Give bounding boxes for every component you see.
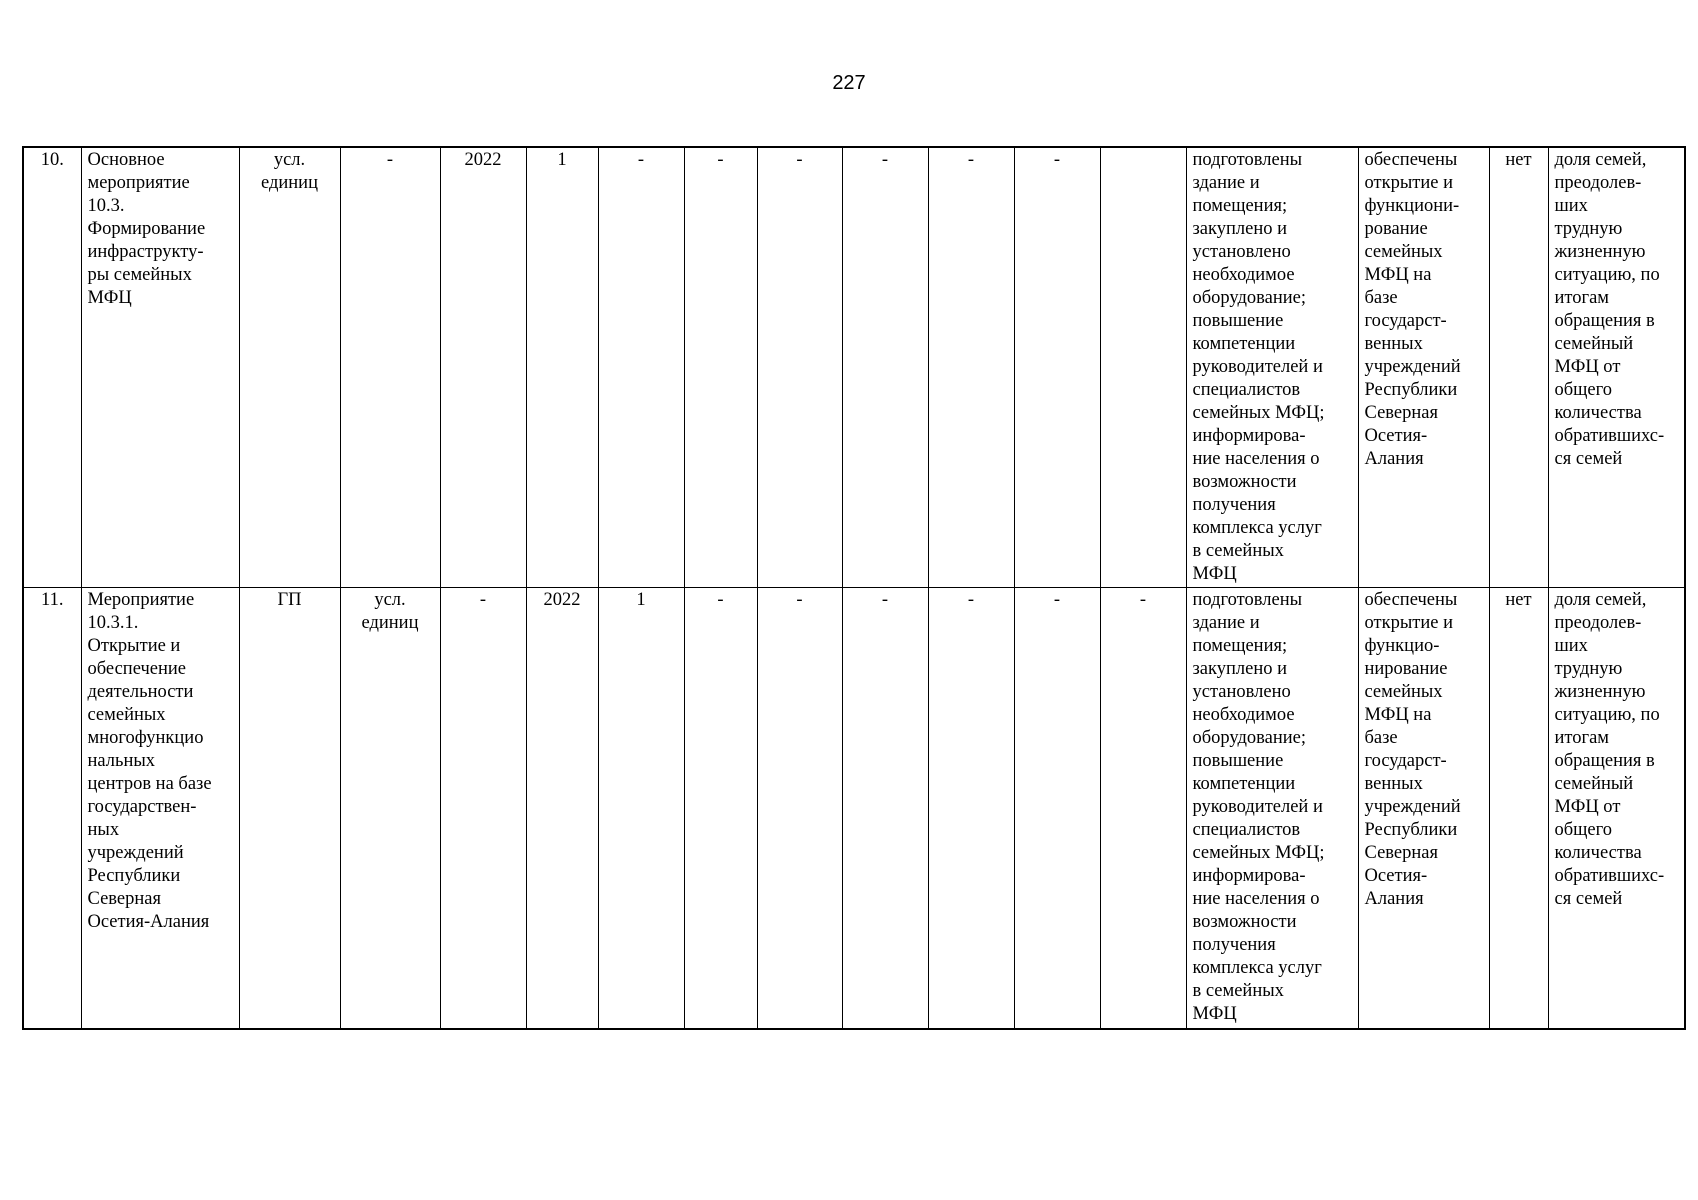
- value-cell: -: [757, 147, 842, 587]
- value-cell: -: [598, 147, 684, 587]
- result-cell: подготовлены здание и помещения; закуплено и установлено необходимое оборудование; повышение компетенции руководителей и специалистов семейных МФЦ; информирова- ние населения о возможности получения комплекса услуг в семейных МФЦ: [1186, 587, 1358, 1029]
- year-cell: 2022: [526, 587, 598, 1029]
- indicator-cell: доля семей, преодолев- ших трудную жизненную ситуацию, по итогам обращения в семейный МФЦ от общего количества обратившихс- ся семей: [1548, 587, 1685, 1029]
- unit-cell: усл. единиц: [239, 147, 340, 587]
- measure-name-cell: Мероприятие 10.3.1. Открытие и обеспечение деятельности семейных многофункцио нальных центров на базе государствен- ных учреждений Республики Северная Осетия-Алания: [81, 587, 239, 1029]
- unit-cell: усл. единиц: [340, 587, 440, 1029]
- row-number-cell: 11.: [23, 587, 81, 1029]
- measures-table: [22, 146, 1686, 1030]
- value-cell: -: [1100, 587, 1186, 1029]
- table-row: [23, 587, 1685, 1029]
- table-cell: -: [340, 147, 440, 587]
- page-number: 227: [832, 72, 866, 94]
- value-cell: -: [842, 587, 928, 1029]
- measure-name-cell: Основное мероприятие 10.3. Формирование инфраструкту- ры семейных МФЦ: [81, 147, 239, 587]
- value-cell: -: [684, 587, 757, 1029]
- executor-cell: ГП: [239, 587, 340, 1029]
- value-cell: -: [928, 147, 1014, 587]
- indicator-cell: доля семей, преодолев- ших трудную жизненную ситуацию, по итогам обращения в семейный МФЦ от общего количества обратившихс- ся семей: [1548, 147, 1685, 587]
- flag-cell: нет: [1489, 147, 1548, 587]
- result-cell: подготовлены здание и помещения; закуплено и установлено необходимое оборудование; повышение компетенции руководителей и специалистов семейных МФЦ; информирова- ние населения о возможности получения комплекса услуг в семейных МФЦ: [1186, 147, 1358, 587]
- outcome-cell: обеспечены открытие и функциони- рование семейных МФЦ на базе государст- венных учреждений Республики Северная Осетия- Алания: [1358, 147, 1489, 587]
- value-cell: [1100, 147, 1186, 587]
- value-cell: 1: [526, 147, 598, 587]
- row-number-cell: 10.: [23, 147, 81, 587]
- value-cell: -: [928, 587, 1014, 1029]
- value-cell: -: [757, 587, 842, 1029]
- value-cell: -: [440, 587, 526, 1029]
- year-cell: 2022: [440, 147, 526, 587]
- value-cell: -: [684, 147, 757, 587]
- table-row: [23, 147, 1685, 587]
- flag-cell: нет: [1489, 587, 1548, 1029]
- value-cell: -: [1014, 147, 1100, 587]
- outcome-cell: обеспечены открытие и функцио- нирование семейных МФЦ на базе государст- венных учреждений Республики Северная Осетия- Алания: [1358, 587, 1489, 1029]
- value-cell: 1: [598, 587, 684, 1029]
- value-cell: -: [1014, 587, 1100, 1029]
- value-cell: -: [842, 147, 928, 587]
